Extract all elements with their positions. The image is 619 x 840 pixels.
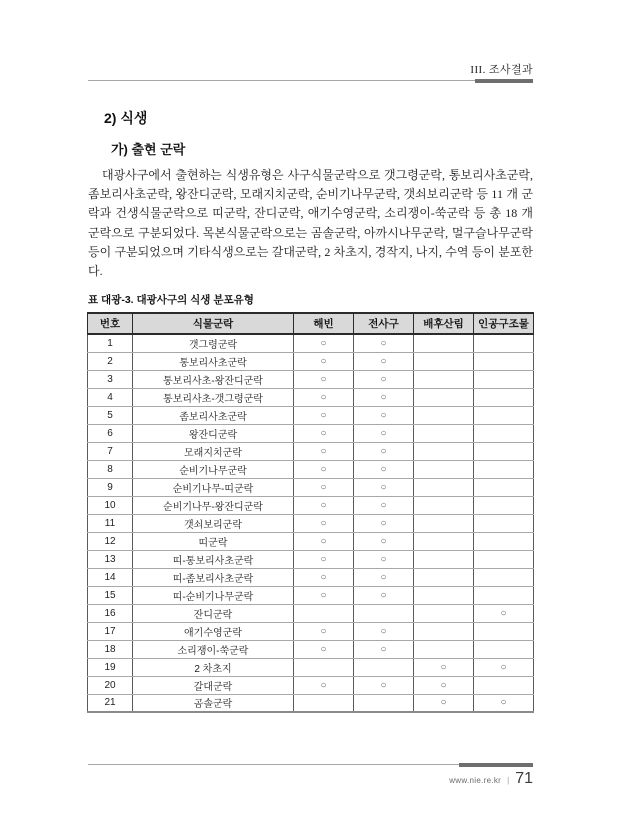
- header-rule-accent: [475, 79, 533, 83]
- presence-mark: [414, 388, 474, 406]
- row-number: 17: [88, 622, 133, 640]
- row-number: 4: [88, 388, 133, 406]
- table-row: [88, 532, 534, 550]
- footer-page-number: 71: [515, 770, 533, 787]
- community-name: 갯그령군락: [133, 334, 294, 352]
- footer-site-url: www.nie.re.kr: [449, 776, 502, 785]
- presence-mark: [474, 442, 534, 460]
- presence-mark: [294, 694, 354, 712]
- body-paragraph: 대광사구에서 출현하는 식생유형은 사구식물군락으로 갯그령군락, 통보리사초군락, 좀보리사초군락, 왕잔디군락, 모래지치군락, 순비기나무군락, 갯쇠보리군락 등 11 개 군락과 건생식물군락으로 띠군락, 잔디군락, 애기수영군락, 소리쟁이-쑥군락 등 총 18 개 군락으로 구분되었다. 목본식물군락으로는 곰솔군락, 아까시나무군락, 멀구슬나무군락 등이 구분되었으며 기타식생으로는 갈대군락, 2 차초지, 경작지, 나지, 수역 등이 분포한다.: [88, 168, 533, 279]
- presence-mark: [474, 388, 534, 406]
- header-rule: [88, 80, 533, 81]
- presence-mark: [474, 622, 534, 640]
- footer: [449, 770, 533, 788]
- community-name: 통보리사초-갯그령군락: [133, 388, 294, 406]
- presence-mark: ○: [414, 658, 474, 676]
- footer-rule-accent: [459, 763, 533, 767]
- community-name: 모래지치군락: [133, 442, 294, 460]
- subsection-heading: 가) 출현 군락: [111, 142, 186, 157]
- presence-mark: ○: [294, 370, 354, 388]
- presence-mark: [414, 424, 474, 442]
- presence-mark: [414, 622, 474, 640]
- table-row: [88, 424, 534, 442]
- presence-mark: [354, 658, 414, 676]
- presence-mark: [474, 424, 534, 442]
- row-number: 7: [88, 442, 133, 460]
- presence-mark: ○: [294, 640, 354, 658]
- table-row: [88, 694, 534, 712]
- row-number: 12: [88, 532, 133, 550]
- presence-mark: [414, 568, 474, 586]
- table-row: [88, 388, 534, 406]
- presence-mark: [354, 604, 414, 622]
- presence-mark: ○: [474, 604, 534, 622]
- table-header-row: [88, 313, 534, 334]
- community-name: 잔디군락: [133, 604, 294, 622]
- community-name: 순비기나무군락: [133, 460, 294, 478]
- table-row: [88, 622, 534, 640]
- presence-mark: ○: [294, 424, 354, 442]
- presence-mark: ○: [414, 694, 474, 712]
- presence-mark: ○: [354, 676, 414, 694]
- community-name: 곰솔군락: [133, 694, 294, 712]
- column-header: 배후산림: [414, 313, 474, 334]
- presence-mark: [474, 550, 534, 568]
- presence-mark: ○: [354, 640, 414, 658]
- community-name: 왕잔디군락: [133, 424, 294, 442]
- presence-mark: ○: [294, 532, 354, 550]
- presence-mark: [294, 604, 354, 622]
- presence-mark: [474, 532, 534, 550]
- presence-mark: [414, 478, 474, 496]
- community-name: 띠-순비기나무군락: [133, 586, 294, 604]
- presence-mark: ○: [354, 406, 414, 424]
- column-header: 전사구: [354, 313, 414, 334]
- community-name: 2 차초지: [133, 658, 294, 676]
- presence-mark: ○: [354, 370, 414, 388]
- presence-mark: [414, 352, 474, 370]
- presence-mark: [474, 478, 534, 496]
- row-number: 21: [88, 694, 133, 712]
- presence-mark: [474, 514, 534, 532]
- presence-mark: ○: [354, 532, 414, 550]
- row-number: 20: [88, 676, 133, 694]
- row-number: 10: [88, 496, 133, 514]
- table-row: [88, 352, 534, 370]
- presence-mark: ○: [354, 568, 414, 586]
- presence-mark: ○: [354, 622, 414, 640]
- community-name: 띠-좀보리사초군락: [133, 568, 294, 586]
- presence-mark: [414, 640, 474, 658]
- presence-mark: ○: [294, 676, 354, 694]
- table-row: [88, 676, 534, 694]
- row-number: 19: [88, 658, 133, 676]
- table-caption: 표 대광-3. 대광사구의 식생 분포유형: [88, 294, 254, 306]
- community-name: 소리쟁이-쑥군락: [133, 640, 294, 658]
- row-number: 18: [88, 640, 133, 658]
- community-name: 좀보리사초군락: [133, 406, 294, 424]
- presence-mark: [294, 658, 354, 676]
- presence-mark: ○: [354, 442, 414, 460]
- table-row: [88, 460, 534, 478]
- community-name: 통보리사초-왕잔디군락: [133, 370, 294, 388]
- presence-mark: ○: [354, 460, 414, 478]
- presence-mark: ○: [354, 388, 414, 406]
- presence-mark: ○: [414, 676, 474, 694]
- presence-mark: [414, 334, 474, 352]
- presence-mark: [414, 496, 474, 514]
- table-row: [88, 496, 534, 514]
- column-header: 번호: [88, 313, 133, 334]
- row-number: 16: [88, 604, 133, 622]
- presence-mark: ○: [294, 514, 354, 532]
- row-number: 3: [88, 370, 133, 388]
- presence-mark: [474, 676, 534, 694]
- community-name: 애기수영군락: [133, 622, 294, 640]
- presence-mark: [474, 406, 534, 424]
- table-row: [88, 586, 534, 604]
- presence-mark: ○: [354, 496, 414, 514]
- row-number: 11: [88, 514, 133, 532]
- presence-mark: [474, 352, 534, 370]
- presence-mark: [474, 334, 534, 352]
- presence-mark: [414, 532, 474, 550]
- presence-mark: [474, 370, 534, 388]
- presence-mark: [474, 496, 534, 514]
- table-row: [88, 478, 534, 496]
- footer-rule: [88, 764, 533, 765]
- row-number: 6: [88, 424, 133, 442]
- community-name: 순비기나무-왕잔디군락: [133, 496, 294, 514]
- table-row: [88, 514, 534, 532]
- presence-mark: [474, 586, 534, 604]
- row-number: 9: [88, 478, 133, 496]
- presence-mark: [354, 694, 414, 712]
- community-name: 통보리사초군락: [133, 352, 294, 370]
- table-row: [88, 604, 534, 622]
- presence-mark: ○: [354, 550, 414, 568]
- presence-mark: ○: [294, 442, 354, 460]
- community-name: 갯쇠보리군락: [133, 514, 294, 532]
- row-number: 14: [88, 568, 133, 586]
- community-name: 순비기나무-띠군락: [133, 478, 294, 496]
- presence-mark: ○: [354, 424, 414, 442]
- presence-mark: [414, 406, 474, 424]
- row-number: 1: [88, 334, 133, 352]
- presence-mark: [414, 604, 474, 622]
- presence-mark: [474, 640, 534, 658]
- presence-mark: ○: [474, 694, 534, 712]
- row-number: 15: [88, 586, 133, 604]
- presence-mark: ○: [294, 550, 354, 568]
- community-name: 띠군락: [133, 532, 294, 550]
- presence-mark: ○: [294, 334, 354, 352]
- table-row: [88, 550, 534, 568]
- presence-mark: [414, 550, 474, 568]
- row-number: 5: [88, 406, 133, 424]
- community-name: 띠-통보리사초군락: [133, 550, 294, 568]
- breadcrumb: III. 조사결과: [470, 64, 533, 76]
- table-row: [88, 568, 534, 586]
- presence-mark: ○: [294, 478, 354, 496]
- table-row: [88, 640, 534, 658]
- table-row: [88, 658, 534, 676]
- presence-mark: ○: [354, 514, 414, 532]
- presence-mark: ○: [294, 496, 354, 514]
- presence-mark: ○: [294, 568, 354, 586]
- column-header: 해빈: [294, 313, 354, 334]
- presence-mark: ○: [294, 388, 354, 406]
- section-heading: 2) 식생: [104, 110, 148, 126]
- community-name: 갈대군락: [133, 676, 294, 694]
- row-number: 2: [88, 352, 133, 370]
- presence-mark: [414, 514, 474, 532]
- row-number: 8: [88, 460, 133, 478]
- presence-mark: ○: [294, 460, 354, 478]
- row-number: 13: [88, 550, 133, 568]
- presence-mark: [414, 442, 474, 460]
- table-row: [88, 370, 534, 388]
- presence-mark: ○: [294, 406, 354, 424]
- presence-mark: [474, 568, 534, 586]
- presence-mark: [414, 370, 474, 388]
- presence-mark: ○: [474, 658, 534, 676]
- presence-mark: ○: [294, 352, 354, 370]
- presence-mark: ○: [354, 586, 414, 604]
- presence-mark: [474, 460, 534, 478]
- vegetation-distribution-table: [87, 312, 534, 713]
- column-header: 식물군락: [133, 313, 294, 334]
- presence-mark: ○: [294, 586, 354, 604]
- table-row: [88, 406, 534, 424]
- column-header: 인공구조물: [474, 313, 534, 334]
- presence-mark: ○: [354, 478, 414, 496]
- presence-mark: [414, 460, 474, 478]
- presence-mark: ○: [294, 622, 354, 640]
- table-row: [88, 334, 534, 352]
- presence-mark: ○: [354, 334, 414, 352]
- presence-mark: ○: [354, 352, 414, 370]
- table-row: [88, 442, 534, 460]
- footer-separator: |: [507, 776, 510, 785]
- presence-mark: [414, 586, 474, 604]
